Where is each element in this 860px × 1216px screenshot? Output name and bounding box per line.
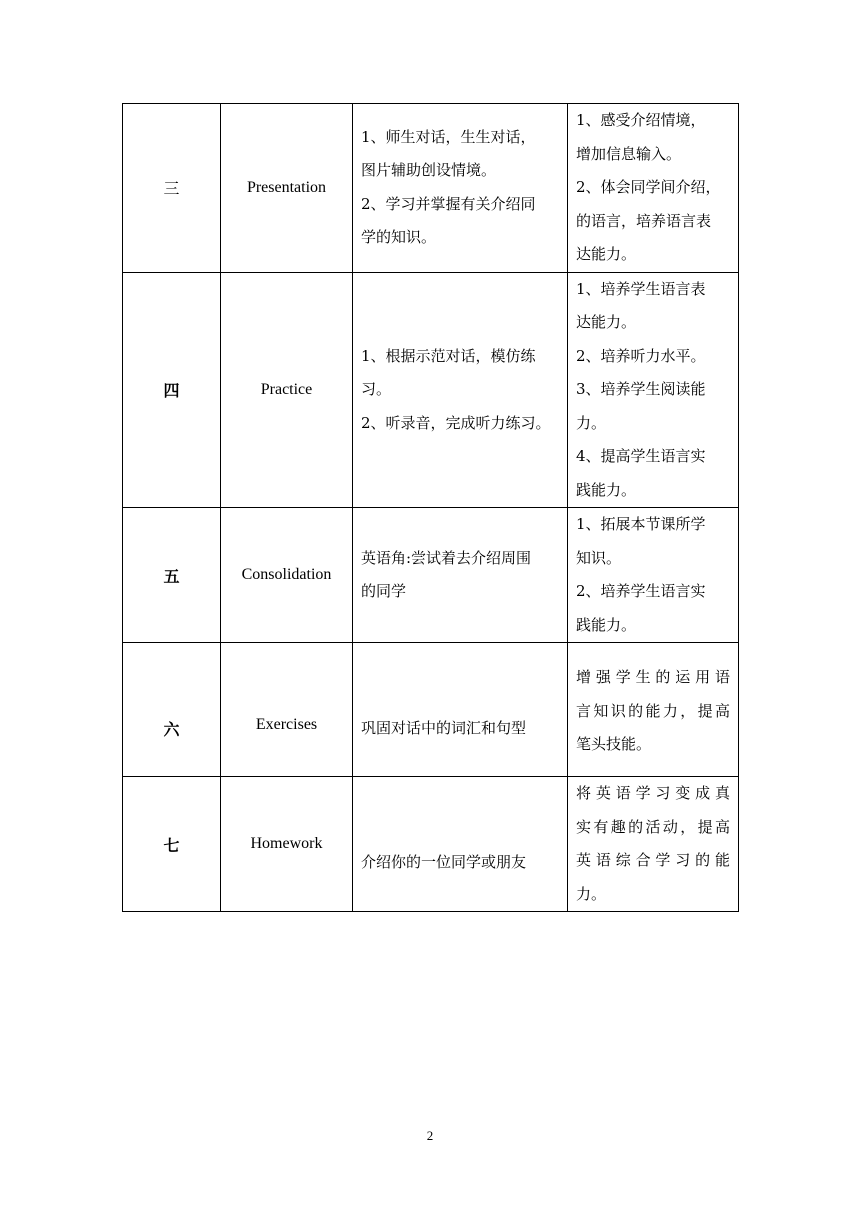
goal-line: 1、培养学生语言表	[576, 279, 706, 298]
table-row	[123, 508, 739, 643]
goal-line: 3、培养学生阅读能	[576, 380, 706, 398]
goal-line: 践能力。	[576, 480, 637, 499]
goal-line: 将英语学习变成真	[576, 784, 730, 802]
table-row	[123, 777, 739, 912]
goal-line: 增加信息输入。	[576, 144, 682, 163]
goal-line: 力。	[576, 884, 607, 903]
stage-cell: Consolidation	[221, 508, 353, 643]
goal-line: 2、培养学生语言实	[576, 582, 706, 600]
step-cell: 四	[123, 272, 221, 508]
content-line: 英语角:尝试着去介绍周围	[361, 548, 532, 567]
goal-line: 实有趣的活动，提高	[576, 817, 730, 836]
step-cell: 六	[123, 643, 221, 777]
content-cell	[353, 643, 568, 777]
content-line: 1、师生对话，生生对话，	[361, 127, 536, 146]
goal-line: 达能力。	[576, 313, 637, 331]
content-line: 介绍你的一位同学或朋友	[361, 853, 527, 872]
step-cell: 三	[123, 104, 221, 273]
step-cell: 五	[123, 508, 221, 643]
goal-cell	[568, 272, 739, 508]
step-cell: 七	[123, 777, 221, 912]
content-cell	[353, 777, 568, 912]
goal-line: 达能力。	[576, 245, 637, 263]
content-line: 图片辅助创设情境。	[361, 161, 497, 180]
content-cell	[353, 508, 568, 643]
content-line: 习。	[361, 380, 392, 398]
goal-line: 践能力。	[576, 615, 637, 634]
stage-cell: Practice	[221, 272, 353, 508]
goal-cell	[568, 104, 739, 273]
table-row	[123, 643, 739, 777]
stage-cell: Presentation	[221, 104, 353, 273]
table-row	[123, 272, 739, 508]
goal-line: 4、提高学生语言实	[576, 447, 706, 465]
goal-line: 2、培养听力水平。	[576, 346, 706, 365]
goal-cell	[568, 508, 739, 643]
goal-line: 知识。	[576, 548, 622, 567]
content-line: 2、听录音，完成听力练习。	[361, 413, 551, 432]
goal-line: 笔头技能。	[576, 735, 652, 754]
content-line: 巩固对话中的词汇和句型	[361, 718, 527, 737]
stage-cell: Homework	[221, 777, 353, 912]
content-cell	[353, 272, 568, 508]
goal-line: 2、体会同学间介绍，	[576, 178, 721, 196]
goal-cell	[568, 643, 739, 777]
goal-cell	[568, 777, 739, 912]
lesson-plan-table	[122, 103, 739, 912]
table-row	[123, 104, 739, 273]
goal-line: 的语言，培养语言表	[576, 211, 712, 230]
content-cell	[353, 104, 568, 273]
content-line: 2、学习并掌握有关介绍同	[361, 194, 536, 213]
goal-line: 力。	[576, 413, 607, 432]
page-number: 2	[426, 1128, 434, 1143]
content-line: 学的知识。	[361, 228, 437, 247]
goal-line: 英语综合学习的能	[576, 851, 730, 869]
stage-cell: Exercises	[221, 643, 353, 777]
goal-line: 1、感受介绍情境，	[576, 111, 706, 129]
content-line: 的同学	[361, 582, 407, 600]
goal-line: 1、拓展本节课所学	[576, 515, 706, 533]
goal-line: 增强学生的运用语	[576, 668, 730, 687]
goal-line: 言知识的能力，提高	[576, 701, 730, 720]
content-line: 1、根据示范对话，模仿练	[361, 346, 536, 365]
